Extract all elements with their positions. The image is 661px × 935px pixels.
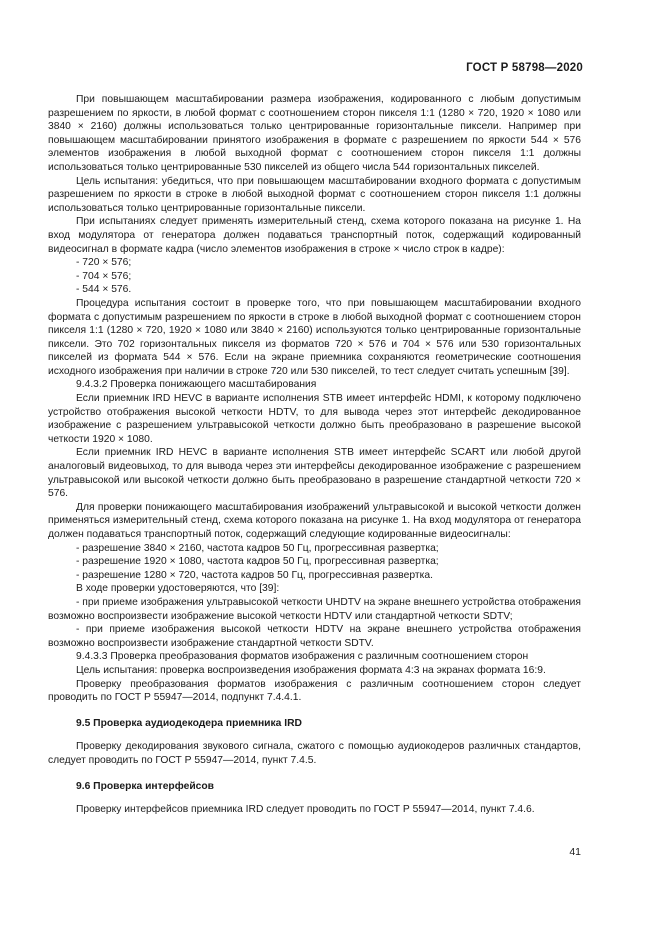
paragraph-downscale-setup: Для проверки понижающего масштабирования изображений ультравысокой и высокой четкости должен применяться измерительный стенд, схема которого показана на рисунке 1. На вход модулятора от генератора должен подаваться транспортный поток, содержащий следующие кодированные видеосигналы: (48, 501, 581, 540)
paragraph-procedure: Процедура испытания состоит в проверке того, что при повышающем масштабировании входного формата с допустимым разрешением по яркости в строке в любой выходной формат с соотношением сторон пикселя 1:1 (1280 × 720, 1920 × 1080 или 3840 × 2160) используются только центрированные горизонтальные пиксели. Это 702 горизонтальных пикселя из форматов 720 × 576 и 704 × 576 или 530 горизонтальных пикселей из формата 544 × 576. Если на экране приемника сохраняются геометрические соотношения исходного изображения при наличии в строке 720 или 530 пикселей, то тест следует считать успешным [39]. (48, 297, 581, 377)
list-item: - разрешение 1920 × 1080, частота кадров 50 Гц, прогрессивная развертка; (76, 556, 439, 568)
section-heading-9-5: 9.5 Проверка аудиодекодера приемника IRD (76, 717, 302, 729)
list-item: - при приеме изображения высокой четкости HDTV на экране внешнего устройства отображения возможно воспроизвести изображение стандартной четкости SDTV. (48, 624, 581, 649)
paragraph-hdmi: Если приемник IRD HEVC в варианте исполнения STB имеет интерфейс HDMI, к которому подключено устройство отображения высокой четкости HDTV, то для вывода через этот интерфейс декодированное изображение с разрешением ультравысокой четкости должно быть преобразовано в разрешение высокой четкости 1920 × 1080. (48, 393, 581, 445)
paragraph-interfaces: Проверку интерфейсов приемника IRD следует проводить по ГОСТ Р 55947—2014, пункт 7.4.6. (76, 804, 535, 816)
paragraph-upscaling: При повышающем масштабировании размера изображения, кодированного с любым допустимым разрешением по яркости, в любой формат с соотношением сторон пикселя 1:1 (1280 × 720, 1920 × 1080 или 3840 × 2160) должны использоваться только центрированные горизонтальные пиксели. Например при повышающем масштабировании принятого изображения в формате с разрешением по яркости 544 × 576 элементов изображения в любой выходной формат с соотношением сторон пикселя 1:1 должны использоваться только центрированные 530 пикселей из общего числа 544 горизонтальных пикселей. (48, 94, 581, 173)
paragraph-verify: В ходе проверки удостоверяются, что [39]: (76, 583, 280, 595)
paragraph-test-setup: При испытаниях следует применять измерительный стенд, схема которого показана на рисунке 1. На вход модулятора от генератора должен подаваться транспортный поток, содержащий кодированный видеосигнал в формате кадра (число элементов изображения в строке × число строк в кадре): (48, 216, 581, 255)
subsection-heading-9-4-3-2: 9.4.3.2 Проверка понижающего масштабирования (76, 379, 317, 391)
list-item: - разрешение 3840 × 2160, частота кадров 50 Гц, прогрессивная развертка; (76, 542, 439, 554)
paragraph-test-goal: Цель испытания: убедиться, что при повышающем масштабировании входного формата с допустимым разрешением по яркости в строке в любой выходной формат с соотношением сторон пикселя 1:1 должны использоваться только центрированные горизонтальные пиксели. (48, 175, 581, 214)
page-number: 41 (569, 846, 581, 858)
list-item: - при приеме изображения ультравысокой четкости UHDTV на экране внешнего устройства отображения возможно воспроизвести изображение высокой четкости HDTV или стандартной четкости SDTV; (48, 596, 581, 622)
list-item: - разрешение 1280 × 720, частота кадров 50 Гц, прогрессивная развертка. (76, 569, 433, 581)
list-item: - 544 × 576. (76, 284, 132, 296)
list-item: - 704 × 576; (76, 270, 132, 282)
list-item: - 720 × 576; (76, 257, 132, 269)
paragraph-aspect-goal: Цель испытания: проверка воспроизведения изображения формата 4:3 на экранах формата 16:9. (76, 664, 546, 676)
document-header: ГОСТ Р 58798—2020 (466, 62, 583, 74)
paragraph-audio: Проверку декодирования звукового сигнала, сжатого с помощью аудиокодеров различных стандартов, следует проводить по ГОСТ Р 55947—2014, пункт 7.4.5. (48, 741, 581, 766)
paragraph-scart: Если приемник IRD HEVC в варианте исполнения STB имеет интерфейс SCART или любой другой аналоговый видеовыход, то для вывода через эти интерфейсы декодированное изображение с разрешением ультравысокой или высокой четкости должно быть преобразовано в разрешение стандартной четкости 720 × 576. (48, 447, 581, 500)
subsection-heading-9-4-3-3: 9.4.3.3 Проверка преобразования форматов изображения с различным соотношением сторон (76, 651, 529, 663)
paragraph-aspect-procedure: Проверку преобразования форматов изображения с различным соотношением сторон следует проводить по ГОСТ Р 55947—2014, подпункт 7.4.4.1. (48, 678, 581, 704)
document-body (48, 93, 581, 817)
section-heading-9-6: 9.6 Проверка интерфейсов (76, 780, 214, 792)
